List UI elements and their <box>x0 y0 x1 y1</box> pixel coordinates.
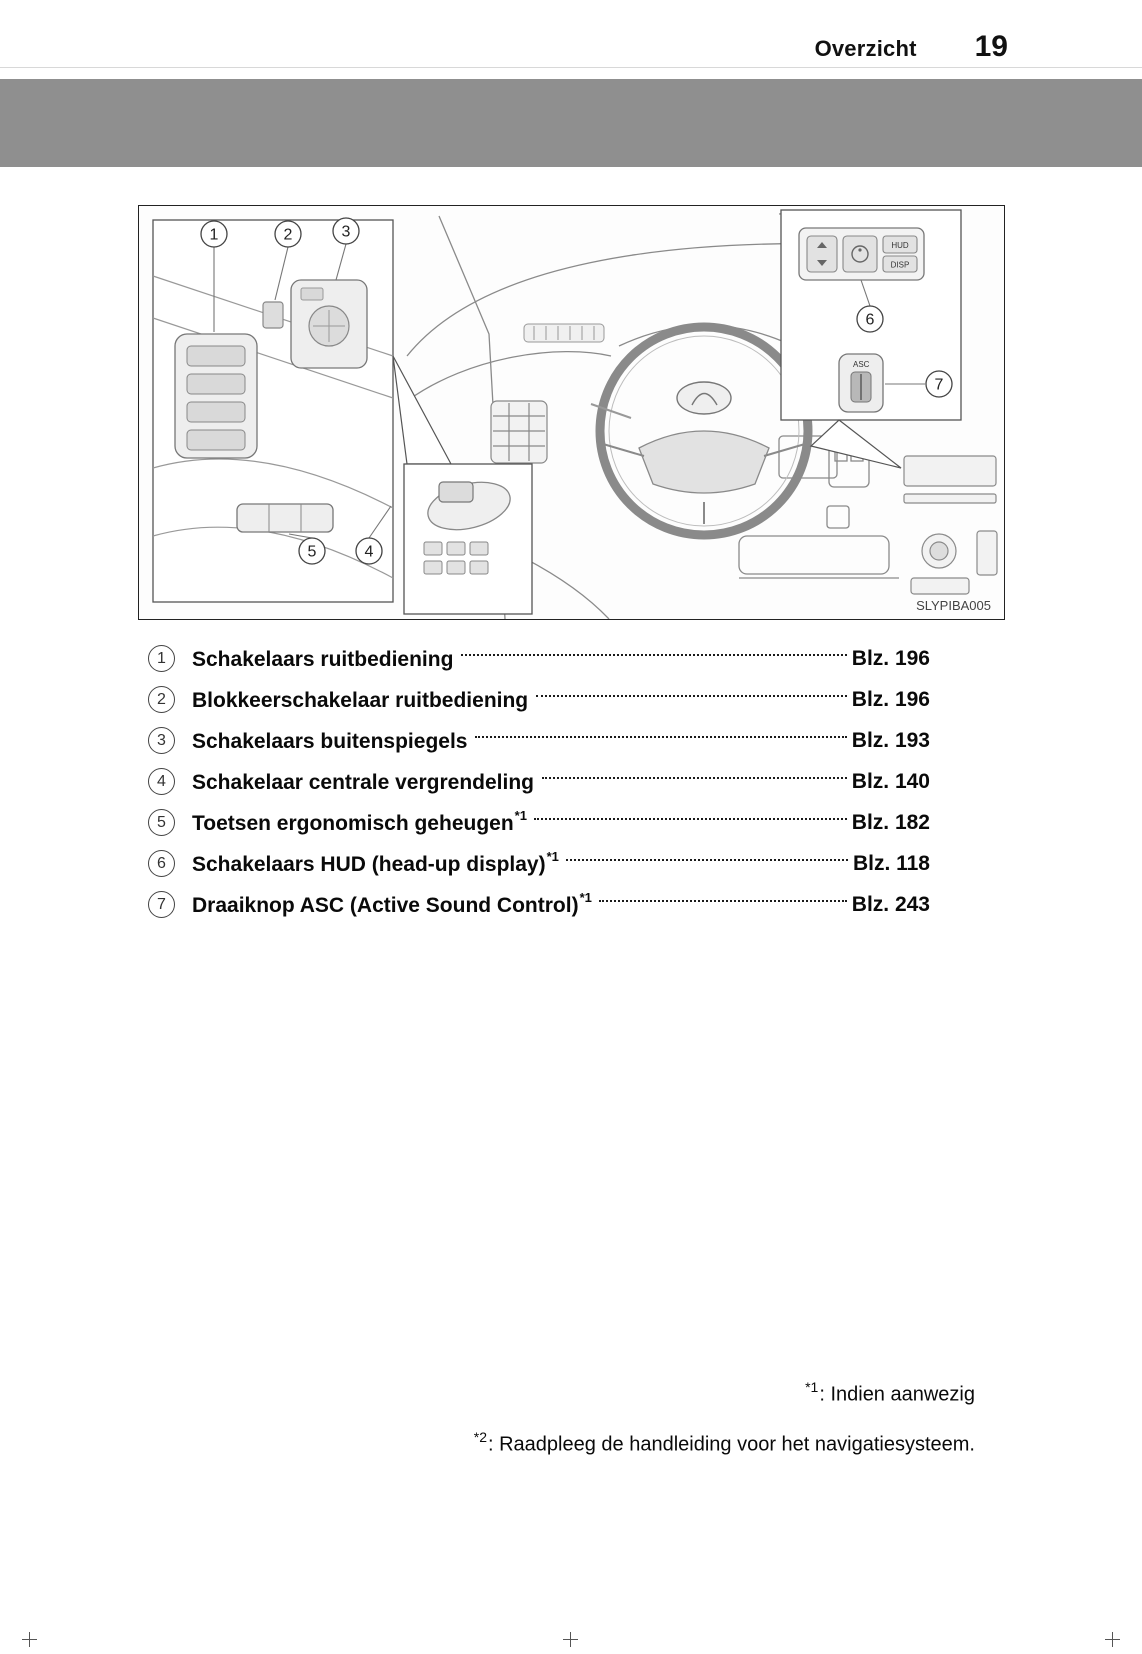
footnote-2-marker: *2 <box>473 1428 487 1445</box>
dot-leader <box>534 818 847 820</box>
footnote-marker: *1 <box>579 889 592 905</box>
svg-text:4: 4 <box>364 543 374 561</box>
callout-7 <box>926 371 952 397</box>
disp-button-label: DISP <box>890 260 910 270</box>
lexus-emblem <box>677 382 731 414</box>
callout-3 <box>333 218 359 244</box>
mirror-control <box>291 280 367 368</box>
footnote-marker: *1 <box>514 807 527 823</box>
legend-item-1 <box>148 638 930 679</box>
callout-6 <box>857 306 883 332</box>
footnote-1-marker: *1 <box>805 1379 819 1395</box>
page-header <box>0 0 1142 68</box>
callout-2 <box>275 221 301 247</box>
figure-code: SLYPIBA005 <box>916 598 991 613</box>
asc-knob <box>839 354 883 412</box>
svg-text:3: 3 <box>341 223 351 241</box>
dot-leader <box>542 777 847 779</box>
window-lock-switch <box>263 302 283 328</box>
legend-label-text: Blokkeerschakelaar ruitbediening <box>192 688 529 712</box>
legend-item-4 <box>148 761 930 802</box>
legend-label <box>192 848 559 877</box>
legend-page-ref: Blz. 196 <box>851 646 930 670</box>
svg-text:2: 2 <box>283 226 293 244</box>
legend-label-text: Schakelaars ruitbediening <box>192 647 454 671</box>
footnotes <box>0 1367 1142 1466</box>
hud-adjust-button <box>807 236 837 272</box>
footnote-1 <box>0 1367 975 1417</box>
hud-mode-button <box>843 236 877 272</box>
svg-text:1: 1 <box>209 226 219 244</box>
car-interior-illustration <box>139 206 1004 619</box>
legend-page-ref: Blz. 196 <box>851 687 930 711</box>
footnote-2 <box>0 1417 975 1467</box>
legend-label <box>192 769 535 795</box>
svg-text:5: 5 <box>307 543 317 561</box>
legend-number: 5 <box>148 809 175 836</box>
legend-page-ref: Blz. 118 <box>852 851 930 875</box>
crop-mark-center <box>563 1632 578 1647</box>
legend-number: 1 <box>148 645 175 672</box>
seat-memory-buttons <box>237 504 333 532</box>
legend-label <box>192 889 592 918</box>
footnote-2-text: : Raadpleeg de handleiding voor het navigatiesysteem. <box>488 1433 975 1456</box>
legend-label-text: Schakelaars buitenspiegels <box>192 729 468 753</box>
footnote-marker: *1 <box>546 848 559 864</box>
legend-page-ref: Blz. 182 <box>851 810 930 834</box>
legend-label <box>192 807 527 836</box>
air-vent <box>491 401 547 463</box>
legend-page-ref: Blz. 140 <box>851 769 930 793</box>
dot-leader <box>566 859 848 861</box>
crop-mark-left <box>22 1632 37 1647</box>
footnote-1-text: : Indien aanwezig <box>819 1383 975 1406</box>
window-switches <box>175 334 257 458</box>
door-lock-inset <box>404 464 532 614</box>
legend-number: 6 <box>148 850 175 877</box>
legend-page-ref: Blz. 243 <box>851 892 930 916</box>
legend-label <box>192 728 468 754</box>
legend-label-text: Schakelaar centrale vergrendeling <box>192 770 534 794</box>
svg-text:7: 7 <box>934 376 944 394</box>
dot-leader <box>536 695 847 697</box>
legend-item-7 <box>148 884 930 925</box>
callout-4 <box>356 538 382 564</box>
defroster-vent <box>524 324 604 342</box>
figure-frame <box>138 205 1005 620</box>
asc-knob-label: ASC <box>853 360 870 369</box>
legend-item-6 <box>148 843 930 884</box>
legend-number: 2 <box>148 686 175 713</box>
section-banner <box>0 79 1142 167</box>
page-number: 19 <box>974 30 1008 63</box>
central-lock-switch <box>439 482 473 502</box>
legend-label <box>192 646 454 672</box>
legend-list <box>148 638 930 925</box>
hud-button-label: HUD <box>891 241 909 250</box>
svg-text:6: 6 <box>865 311 875 329</box>
callout-1 <box>201 221 227 247</box>
legend-item-3 <box>148 720 930 761</box>
dot-leader <box>599 900 847 902</box>
legend-item-2 <box>148 679 930 720</box>
legend-number: 7 <box>148 891 175 918</box>
crop-mark-right <box>1105 1632 1120 1647</box>
callout-5 <box>299 538 325 564</box>
legend-number: 4 <box>148 768 175 795</box>
legend-number: 3 <box>148 727 175 754</box>
section-title: Overzicht <box>814 36 917 61</box>
legend-label <box>192 687 529 713</box>
legend-label-text: Toetsen ergonomisch geheugen <box>192 811 514 835</box>
legend-page-ref: Blz. 193 <box>851 728 930 752</box>
legend-label-text: Schakelaars HUD (head-up display) <box>192 852 546 876</box>
legend-label-text: Draaiknop ASC (Active Sound Control) <box>192 893 579 917</box>
dot-leader <box>461 654 846 656</box>
legend-item-5 <box>148 802 930 843</box>
dot-leader <box>475 736 846 738</box>
